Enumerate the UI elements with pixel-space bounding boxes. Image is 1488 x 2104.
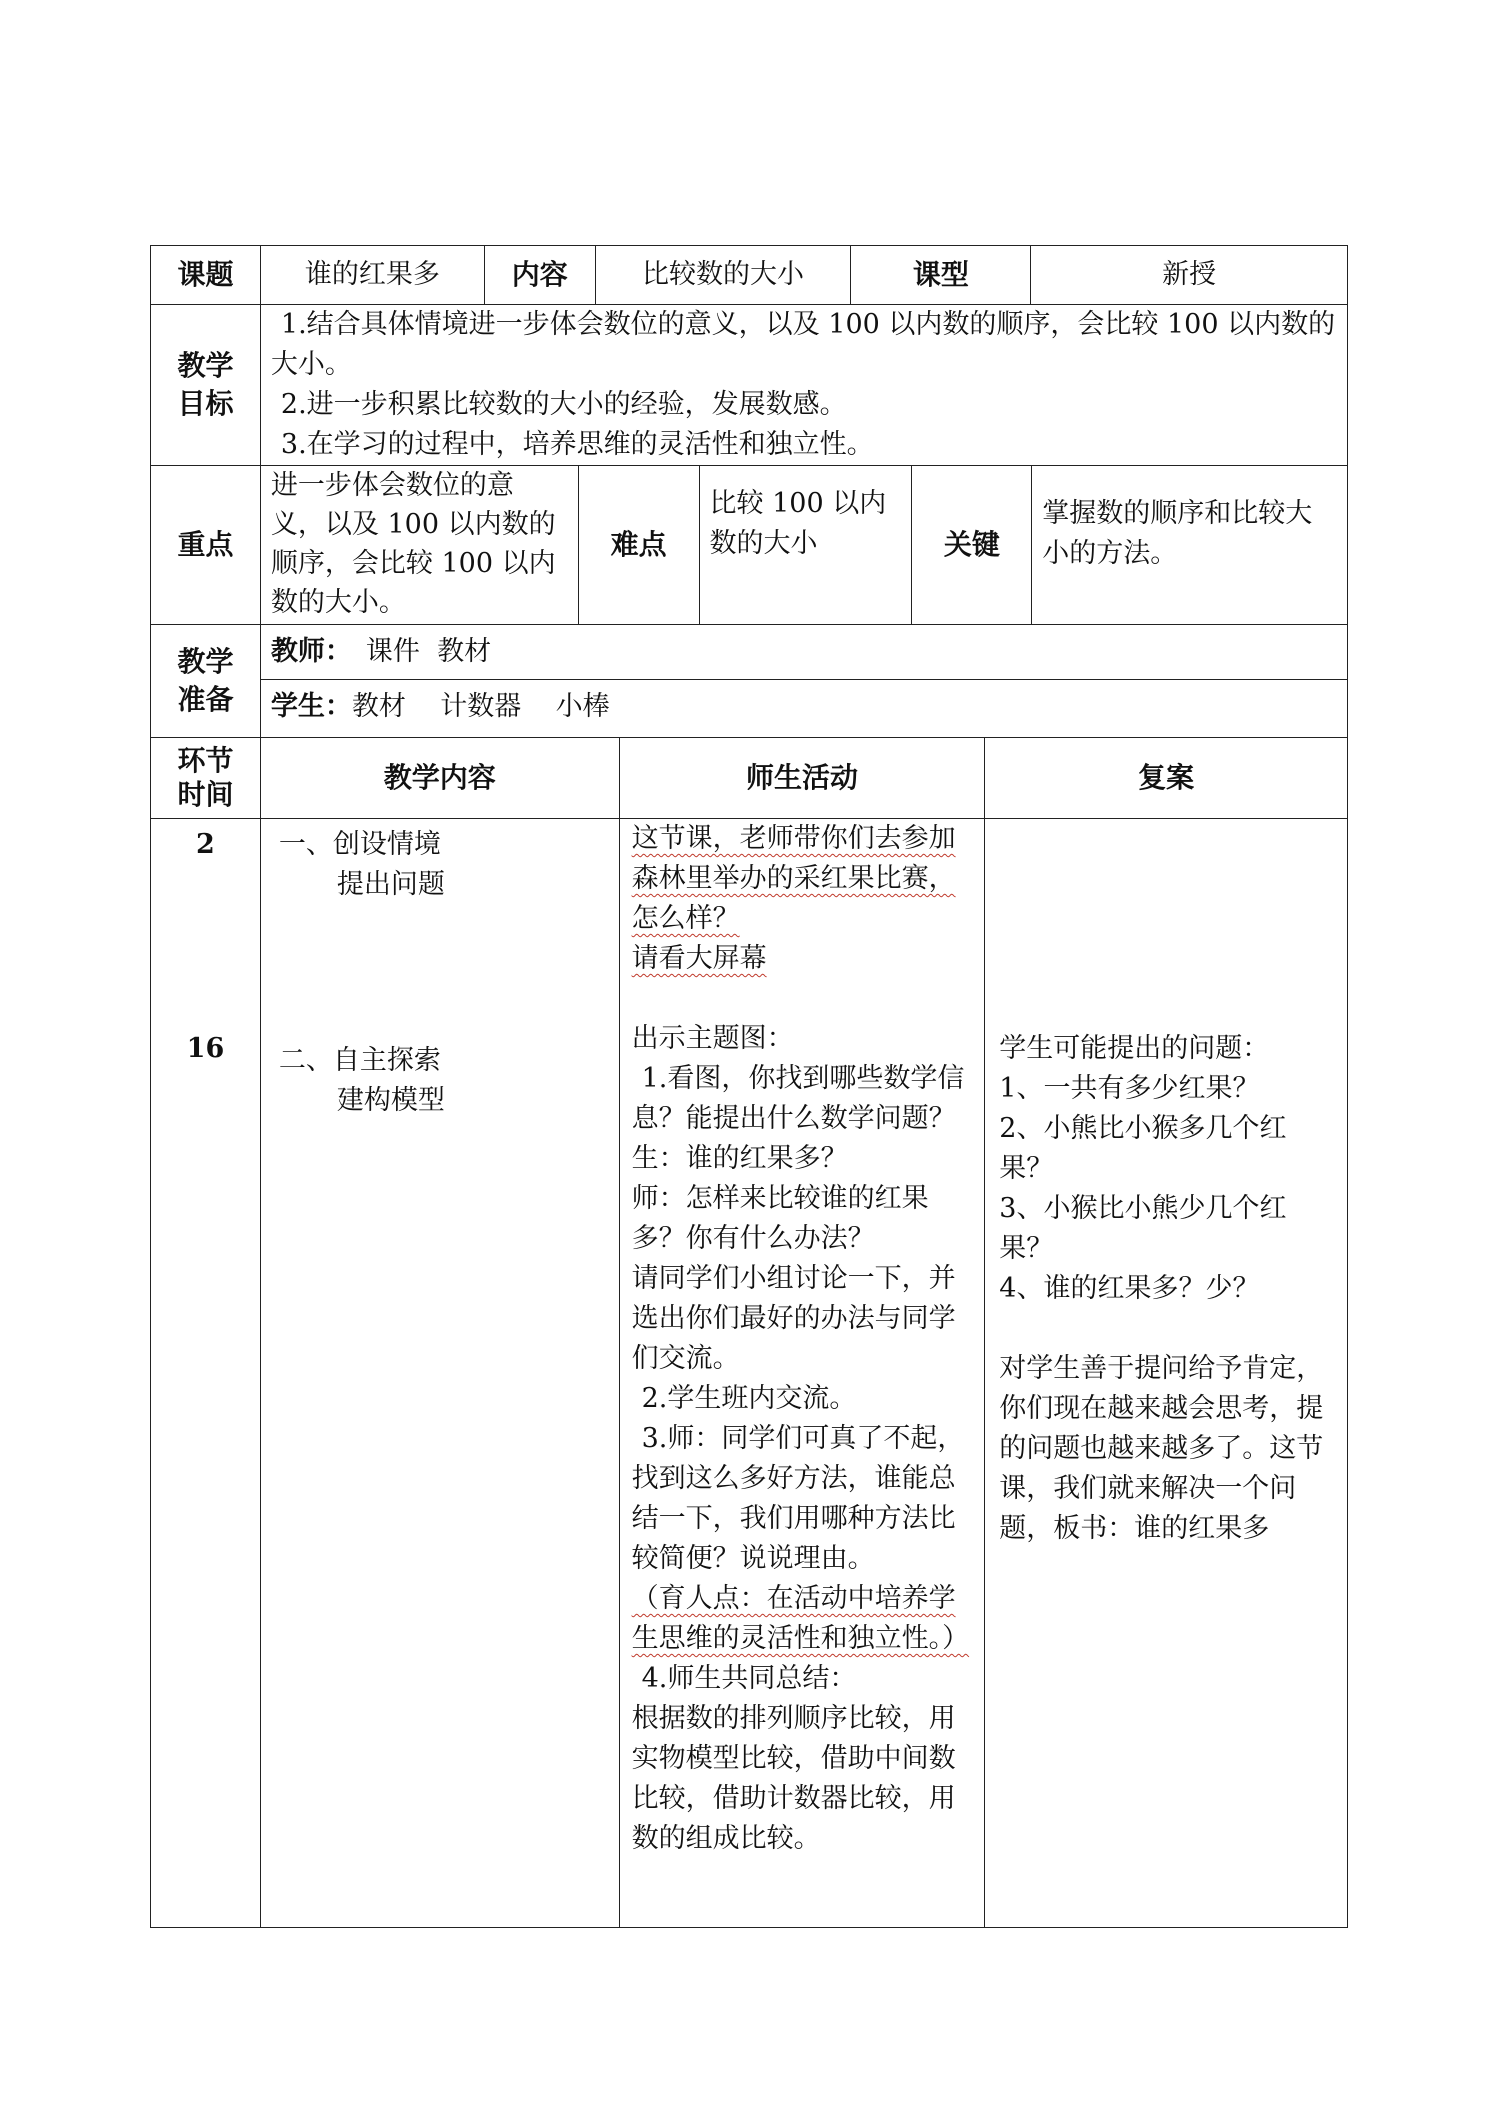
goals-label-line2: 目标 [177,387,234,420]
activity-column [620,819,986,1927]
key-value: 进一步体会数位的意义，以及 100 以内数的顺序，会比较 100 以内数的大小。 [261,466,579,624]
teaching-content-header: 教学内容 [261,738,620,818]
section-heading [279,1041,445,1121]
prep-content [261,625,1348,737]
content-label: 内容 [485,246,596,304]
activity-show: 出示主题图： [631,1023,794,1054]
activity-student: 生：谁的红果多？ [631,1143,848,1174]
topic-label: 课题 [151,246,261,304]
stage-time-header-line2: 时间 [177,778,234,811]
goals-row [150,304,1348,465]
lesson-plan-table [150,245,1348,1928]
goals-content [261,305,1348,465]
notes-item: 4、谁的红果多？少？ [999,1273,1260,1304]
prep-label-line2: 准备 [177,683,234,716]
topic-value: 谁的红果多 [261,246,485,304]
prep-label-line1: 教学 [177,645,234,678]
notes-item: 2、小熊比小猴多几个红果？ [999,1113,1287,1184]
notes-header: 复案 [985,738,1348,818]
section-line2: 提出问题 [336,869,445,900]
time-value: 16 [186,1033,225,1064]
header-row [150,245,1348,304]
notes-intro: 学生可能提出的问题： [999,1033,1270,1064]
goal-item: 2.进一步积累比较数的大小的经验，发展数感。 [280,389,847,420]
stage-time-header [151,738,261,818]
section-heading [279,825,445,905]
type-label: 课型 [851,246,1031,304]
notes-column [985,819,1348,1927]
teacher-prep-label: 教师： [270,636,352,667]
section-line2: 建构模型 [336,1085,445,1116]
content-column [261,819,620,1927]
activity-q2: 2.学生班内交流。 [641,1383,857,1414]
activity-header: 师生活动 [620,738,986,818]
content-value: 比较数的大小 [596,246,852,304]
crux-value: 掌握数的顺序和比较大小的方法。 [1032,466,1348,624]
notes-item: 3、小猴比小熊少几个红果？ [999,1193,1287,1264]
prep-row [150,624,1348,737]
activity-teacher: 师：怎样来比较谁的红果多？你有什么办法？ [631,1183,929,1254]
student-prep [261,680,1347,734]
student-prep-label: 学生： [270,691,352,722]
crux-label: 关键 [912,466,1032,624]
goal-item: 1.结合具体情境进一步体会数位的意义，以及 100 以内数的顺序，会比较 100 以内数的大小。 [270,309,1336,380]
section-line1: 一、创设情境 [278,829,441,860]
difficult-value: 比较 100 以内数的大小 [700,466,913,624]
key-label: 重点 [151,466,261,624]
goals-label-line1: 教学 [177,349,234,382]
focus-row [150,465,1348,624]
activity-intro: 这节课，老师带你们去参加森林里举办的采红果比赛，怎么样？ [631,823,956,934]
time-column [151,819,261,1927]
activity-q1: 1.看图，你找到哪些数学信息？能提出什么数学问题？ [631,1063,965,1134]
notes-praise: 对学生善于提问给予肯定，你们现在越来越会思考，提的问题也越来越多了。这节课，我们就来解决一个问题，板书：谁的红果多 [999,1353,1324,1544]
notes-item: 1、一共有多少红果？ [999,1073,1260,1104]
process-body-row [150,818,1348,1928]
activity-discuss: 请同学们小组讨论一下，并选出你们最好的办法与同学们交流。 [631,1263,956,1374]
student-prep-value: 教材 计数器 小棒 [351,691,610,722]
activity-q3: 3.师：同学们可真了不起，找到这么多好方法，谁能总结一下，我们用哪种方法比较简便？说说理由。 [631,1423,965,1574]
goals-label [151,305,261,465]
goal-item: 3.在学习的过程中，培养思维的灵活性和独立性。 [280,429,874,460]
time-value: 2 [196,829,215,860]
process-header-row [150,737,1348,818]
teacher-prep-value: 课件 教材 [365,636,492,667]
teacher-prep [261,625,1347,680]
prep-label [151,625,261,737]
activity-summary: 根据数的排列顺序比较，用实物模型比较，借助中间数比较，借助计数器比较，用数的组成比较。 [631,1703,956,1854]
activity-look: 请看大屏幕 [631,943,767,974]
section-line1: 二、自主探索 [278,1045,441,1076]
activity-moral: （育人点：在活动中培养学生思维的灵活性和独立性。） [631,1583,970,1654]
stage-time-header-line1: 环节 [177,744,234,777]
difficult-label: 难点 [579,466,700,624]
activity-q4: 4.师生共同总结： [641,1663,857,1694]
type-value: 新授 [1031,246,1348,304]
